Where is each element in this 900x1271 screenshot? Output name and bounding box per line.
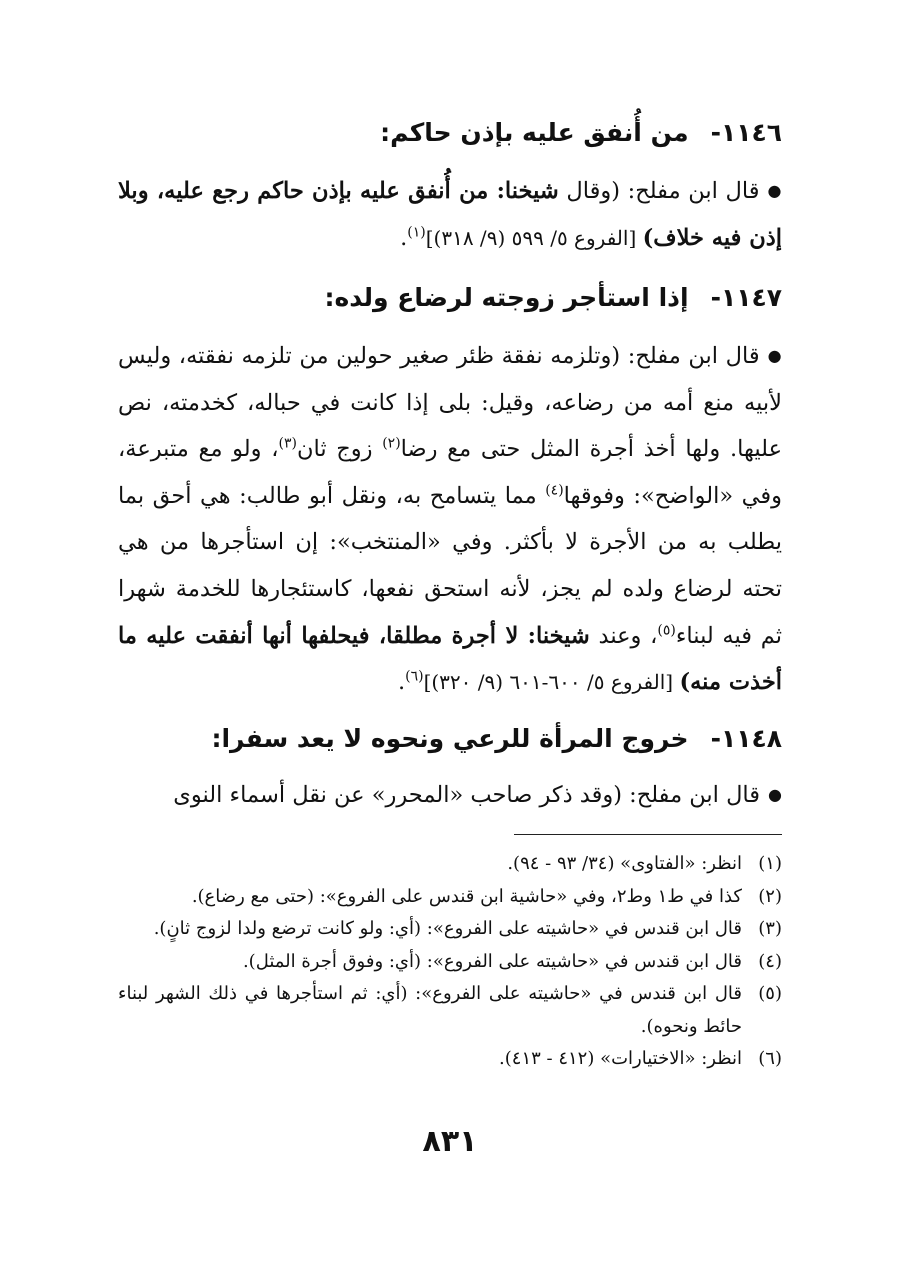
footnote-text: قال ابن قندس في «حاشيته على الفروع»: (أي: ثم استأجرها في ذلك الشهر لبناء حائط ونحوه).: [118, 983, 742, 1037]
footnote-ref[interactable]: (٢): [382, 435, 401, 452]
paragraph-text: ، وعند: [589, 622, 658, 649]
paragraph-text: ، ولو مع متبرعة، وفي «الواضح»: وفوقها: [118, 436, 782, 509]
footnote-ref[interactable]: (٣): [278, 435, 297, 452]
source-citation: [الفروع ٥/ ٦٠٠-٦٠١ (٩/ ٣٢٠)]: [423, 670, 680, 695]
section-heading-1147: [118, 278, 782, 318]
footnote-text: قال ابن قندس في «حاشيته على الفروع»: (أي: وفوق أجرة المثل).: [242, 950, 742, 972]
footnote-ref[interactable]: (٤): [545, 482, 564, 499]
section-paragraph-1146: [118, 168, 782, 261]
footnote-text: انظر: «الفتاوى» (٣٤/ ٩٣ - ٩٤).: [507, 853, 742, 874]
footnote-text: قال ابن قندس في «حاشيته على الفروع»: (أي: ولو كانت ترضع ولدا لزوج ثانٍ).: [153, 918, 742, 939]
section-number: ١١٤٦-: [710, 118, 782, 147]
bullet-icon: ●: [767, 346, 782, 365]
section-title: خروج المرأة للرعي ونحوه لا يعد سفرا:: [211, 724, 689, 753]
section-title: إذا استأجر زوجته لرضاع ولده:: [324, 283, 689, 312]
paragraph-text: مما يتسامح به، ونقل أبو طالب: هي أحق بما يطلب به من الأجرة لا بأكثر. وفي «المنتخب»: إن استأجرها من هي تحته لرضاع ولده لم يجز، لأنه استحق نفعها، كاستئجارها للخدمة شهرا ثم فيه لبناء: [118, 482, 782, 649]
section-heading-1148: [118, 719, 782, 759]
footnote-number: (٢): [758, 885, 782, 907]
quote-bold: شيخنا: لا أجرة مطلقا، فيحلفها أنها أنفقت عليه ما أخذت منه): [118, 622, 782, 696]
footnote-number: (٥): [758, 983, 782, 1004]
section-heading-1146: [118, 113, 782, 153]
source-citation: [الفروع ٥/ ٥٩٩ (٩/ ٣١٨)]: [425, 225, 643, 250]
bullet-icon: ●: [768, 785, 782, 804]
footnote-number: (٤): [758, 950, 782, 972]
footnote-ref[interactable]: (٥): [657, 622, 676, 639]
section-paragraph-1148: [118, 772, 782, 819]
footnotes: [118, 848, 782, 1076]
footnote-text: انظر: «الاختيارات» (٤١٢ - ٤١٣).: [499, 1048, 742, 1069]
footnote-item: [118, 978, 782, 1043]
section-number: ١١٤٨-: [710, 724, 782, 753]
bullet-icon: ●: [767, 181, 782, 200]
footnote-ref[interactable]: (١): [407, 224, 426, 241]
footnote-item: [118, 913, 782, 946]
footnote-item: [118, 946, 782, 979]
footnote-number: (٣): [758, 918, 782, 939]
quote-bold: شيخنا: من أُنفق عليه بإذن حاكم رجع عليه، وبلا إذن فيه خلاف): [118, 178, 782, 251]
footnote-item: [118, 881, 782, 914]
section-number: ١١٤٧-: [710, 283, 782, 312]
footnote-item: [118, 1043, 782, 1076]
paragraph-end: .: [400, 224, 408, 251]
section-title: من أُنفق عليه بإذن حاكم:: [380, 118, 689, 147]
section-paragraph-1147: [118, 333, 782, 706]
footnote-number: (١): [758, 853, 782, 874]
footnote-text: كذا في ط١ وط٢، وفي «حاشية ابن قندس على الفروع»: (حتى مع رضاع).: [191, 885, 742, 907]
footnote-divider: [514, 834, 782, 835]
paragraph-text: قال ابن مفلح: (وتلزمه نفقة ظئر صغير حولين من تلزمه نفقته، وليس لأبيه منع أمه من رضاعه، وقيل: بلى إذا كانت في حباله، كخدمته، نص عليها. ولها أخذ أجرة المثل حتى مع رضا: [118, 343, 782, 463]
paragraph-text: قال ابن مفلح: (وقد ذكر صاحب «المحرر» عن نقل أسماء النوى: [173, 782, 761, 808]
footnote-number: (٦): [758, 1048, 782, 1069]
footnote-ref[interactable]: (٦): [405, 668, 424, 685]
paragraph-end: .: [397, 669, 406, 696]
paragraph-text: قال ابن مفلح: (وقال: [558, 178, 760, 204]
footnote-item: [118, 848, 782, 881]
page-number: ٨٣١: [422, 1124, 478, 1159]
paragraph-text: زوج ثان: [296, 436, 383, 463]
